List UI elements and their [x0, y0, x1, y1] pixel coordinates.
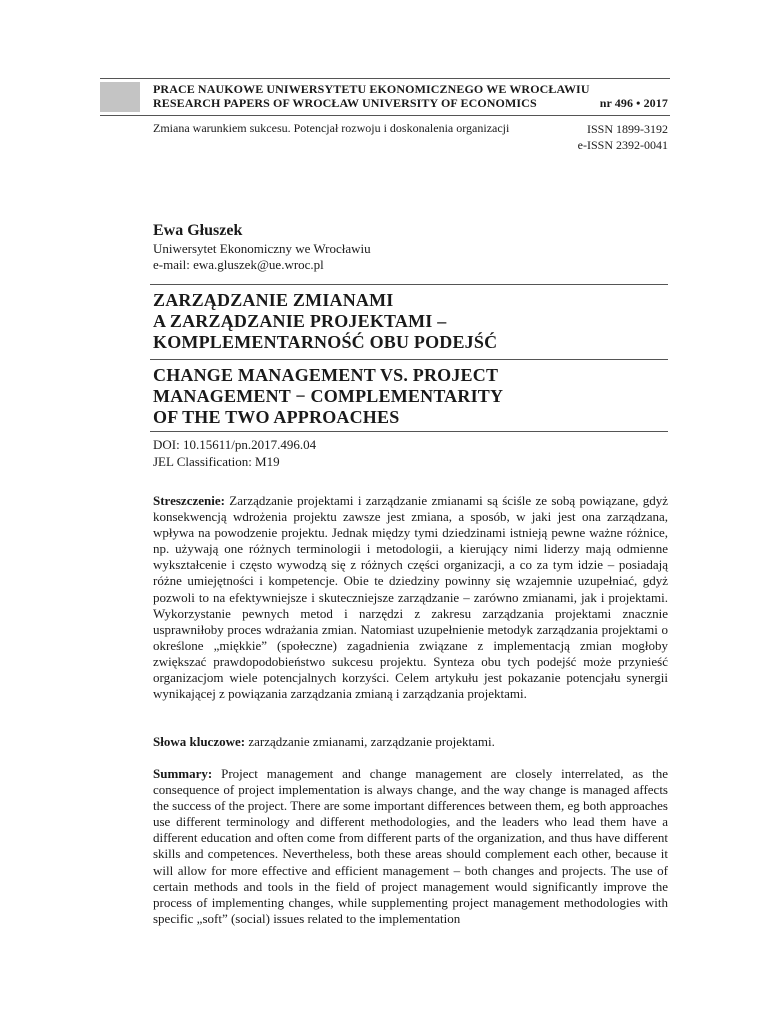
keywords-text: zarządzanie zmianami, zarządzanie projektami.	[245, 734, 495, 749]
title-rule-middle	[150, 359, 668, 360]
abstract-en-label: Summary:	[153, 766, 213, 781]
title-rule-top	[150, 284, 668, 285]
header-top-rule	[100, 78, 670, 79]
journal-title-en-row	[153, 96, 668, 111]
title-pl-line: A ZARZĄDZANIE PROJEKTAMI –	[153, 311, 447, 331]
title-en-line: MANAGEMENT − COMPLEMENTARITY	[153, 386, 504, 406]
author-email: e-mail: ewa.gluszek@ue.wroc.pl	[153, 257, 324, 272]
title-english	[153, 365, 503, 428]
journal-header	[100, 78, 670, 116]
journal-logo-box	[100, 82, 140, 112]
article-meta	[153, 436, 316, 470]
jel-classification: JEL Classification: M19	[153, 454, 280, 469]
abstract-english	[153, 766, 668, 927]
keywords-label: Słowa kluczowe:	[153, 734, 246, 749]
abstract-en-text: Project management and change management are closely interrelated, as the consequence of project implementation is always change, and the way change is managed affects the success of the project. There are some important differences between them, eg both approaches use different terminology and different methodologies, and the leaders who lead them have a different education and often come from different parts of the organization, and thus have different skills and competences. Nevertheless, both these areas should complement each other, because it will allow for more effective and efficient management – both changes and projects. The use of certain methods and tools in the field of project management would significantly improve the process of implementing changes, while supplementing project management methodologies with specific „soft” (social) issues related to the implementation	[153, 766, 668, 926]
title-en-line: OF THE TWO APPROACHES	[153, 407, 400, 427]
issn: ISSN 1899-3192	[586, 122, 668, 136]
author-affiliation: Uniwersytet Ekonomiczny we Wrocławiu	[153, 241, 371, 256]
issue-number: nr 496 • 2017	[599, 96, 668, 110]
title-polish	[153, 290, 497, 353]
journal-title-en: RESEARCH PAPERS OF WROCŁAW UNIVERSITY OF ECONOMICS	[153, 96, 537, 110]
author-name: Ewa Głuszek	[153, 222, 243, 239]
abstract-polish	[153, 493, 668, 702]
title-pl-line: ZARZĄDZANIE ZMIANAMI	[153, 290, 394, 310]
journal-title-pl: PRACE NAUKOWE UNIWERSYTETU EKONOMICZNEGO WE WROCŁAWIU	[153, 82, 590, 96]
doi: DOI: 10.15611/pn.2017.496.04	[153, 437, 317, 452]
header-bottom-rule	[100, 115, 670, 116]
eissn: e-ISSN 2392-0041	[577, 138, 668, 152]
abstract-pl-text: Zarządzanie projektami i zarządzanie zmianami są ściśle ze sobą powiązane, gdyż konsekwencją wdrożenia projektu zawsze jest zmiana, a sposób, w jaki jest ona zarządzana, wpływa na powodzenie projektu. Jednak między tymi dziedzinami istnieją pewne ważne różnice, np. używają one różnych terminologii i metodologii, a kierujący nimi liderzy mają odmienne wykształcenie i często wywodzą się z różnych części organizacji, a co za tym idzie – posiadają różne umiejętności i kompetencje. Obie te dziedziny powinny się wzajemnie uzupełniać, gdyż pozwoli to na efektywniejsze i skuteczniejsze zarządzanie – zarówno zmianami, jak i projektami. Wykorzystanie pewnych metod i narzędzi z zakresu zarządzania projektami znacznie usprawniłoby proces wdrażania zmian. Natomiast uzupełnienie metodyk zarządzania projektami o określone „miękkie” (społeczne) zagadnienia związane z implementacją zmian mogłoby zwiększać prawdopodobieństwo sukcesu projektu. Synteza obu tych podejść może przynieść organizacjom wiele potencjalnych korzyści. Celem artykułu jest pokazanie potencjału synergii wynikającej z powiązania zarządzania zmianą i zarządzania projektami.	[153, 493, 668, 702]
title-rule-bottom	[150, 431, 668, 432]
abstract-pl-label: Streszczenie:	[153, 493, 225, 508]
issn-block	[578, 121, 668, 153]
title-en-line: CHANGE MANAGEMENT VS. PROJECT	[153, 365, 499, 385]
title-pl-line: KOMPLEMENTARNOŚĆ OBU PODEJŚĆ	[153, 332, 498, 352]
keywords-polish	[153, 734, 495, 750]
author-info	[153, 241, 371, 273]
series-title: Zmiana warunkiem sukcesu. Potencjał rozwoju i doskonalenia organizacji	[153, 121, 510, 135]
